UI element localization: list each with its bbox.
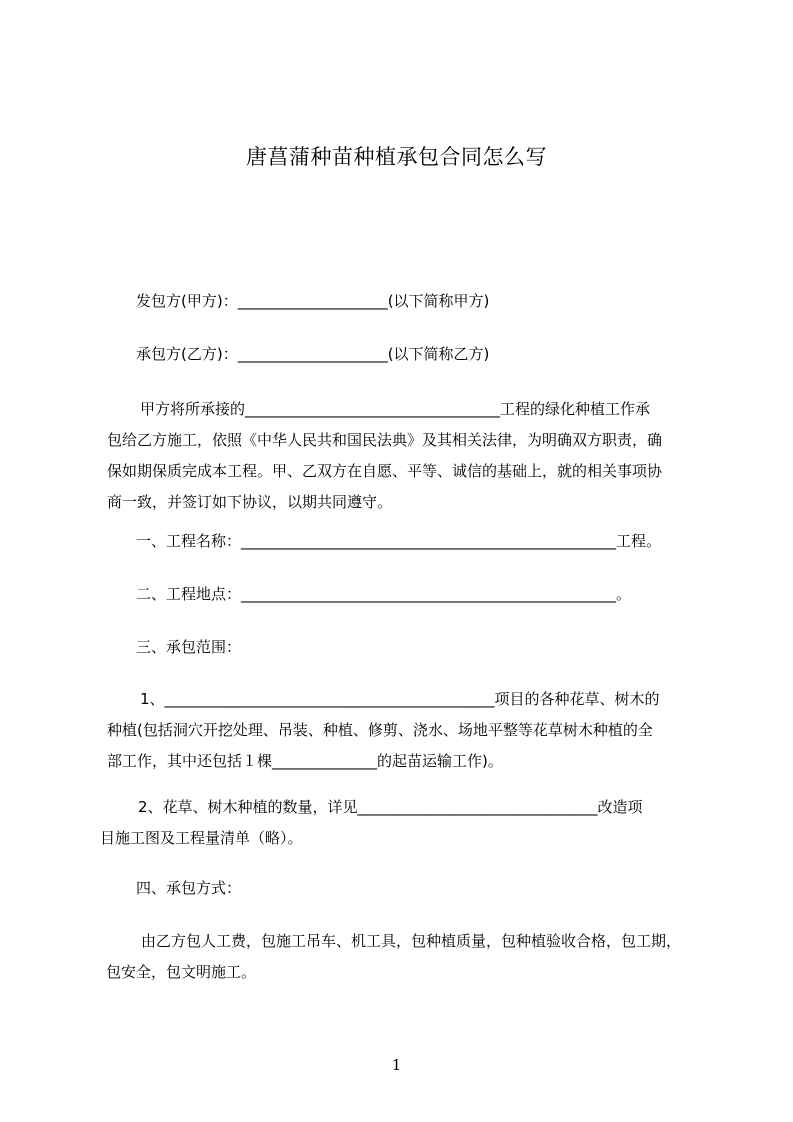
scope-item-2 <box>100 792 643 854</box>
page-number: 1 <box>391 1056 402 1074</box>
section-4-heading: 四、承包方式： <box>136 879 242 897</box>
intro-line-1: 甲方将所承接的__________________________________工程的绿化种植工作承 <box>140 400 651 418</box>
section-3-heading: 三、承包范围： <box>136 638 242 656</box>
intro-line-2: 包给乙方施工，依照《中华人民共和国民法典》及其相关法律，为明确双方职责，确 <box>107 431 663 449</box>
contract-method-line-2: 包安全，包文明施工。 <box>106 963 257 981</box>
section-2-project-location: 二、工程地点：__________________________________________________。 <box>136 585 632 603</box>
scope-item-1-line-2: 种植(包括洞穴开挖处理、吊装、种植、修剪、浇水、场地平整等花草树木种植的全 <box>107 721 653 739</box>
party-b-line: 承包方(乙方)：____________________(以下简称乙方) <box>136 345 490 363</box>
contract-method-line-1: 由乙方包人工费，包施工吊车、机工具，包种植质量，包种植验收合格，包工期， <box>141 932 682 950</box>
party-a-line: 发包方(甲方)：____________________(以下简称甲方) <box>136 292 490 310</box>
scope-item-2-line-1: 2、花草、树木种植的数量，详见________________________________改造项 <box>138 798 643 816</box>
scope-item-1-line-1: 1、____________________________________________项目的各种花草、树木的 <box>140 690 660 708</box>
intro-paragraph <box>107 394 662 518</box>
scope-item-1-line-3: 部工作，其中还包括１棵______________的起苗运输工作)。 <box>107 752 503 770</box>
scope-item-2-line-2: 目施工图及工程量清单（略）。 <box>100 829 303 847</box>
scope-item-1 <box>107 684 660 777</box>
document-title: 唐菖蒲种苗种植承包合同怎么写 <box>246 145 547 169</box>
intro-line-4: 商一致，并签订如下协议，以期共同遵守。 <box>107 493 393 511</box>
intro-line-3: 保如期保质完成本工程。甲、乙双方在自愿、平等、诚信的基础上，就的相关事项协 <box>107 462 663 480</box>
contract-method-paragraph <box>106 926 681 988</box>
section-1-project-name: 一、工程名称：__________________________________________________工程。 <box>136 532 662 550</box>
